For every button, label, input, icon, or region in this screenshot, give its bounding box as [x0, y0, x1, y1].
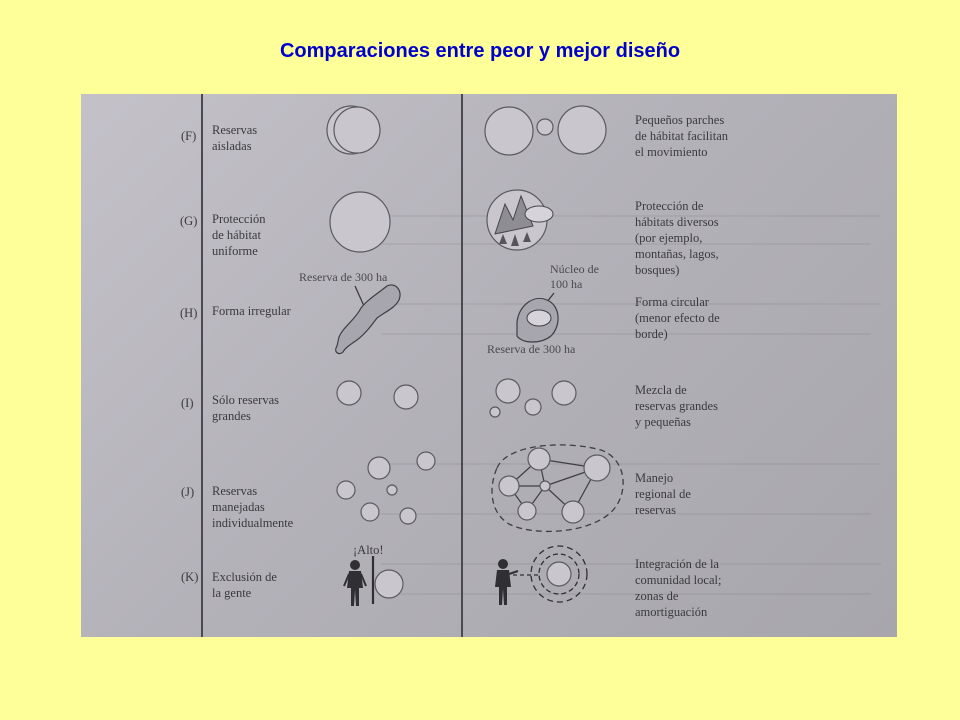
- row-letter-G: (G): [180, 214, 198, 228]
- better-label-G-1: Protección de: [635, 199, 704, 213]
- show-through-text: [381, 216, 881, 594]
- worse-label-G-2: de hábitat: [212, 228, 261, 242]
- uniform-habitat-reserve: [330, 192, 390, 252]
- large-reserve-1: [337, 381, 361, 405]
- row-letter-K: (K): [181, 570, 199, 584]
- better-label-F-1: Pequeños parches: [635, 113, 725, 127]
- reserve-design-diagram: [81, 94, 897, 637]
- better-label-K-2: comunidad local;: [635, 573, 722, 587]
- worse-label-K-1: Exclusión de: [212, 570, 277, 584]
- better-label-J-1: Manejo: [635, 471, 674, 485]
- lake-shape: [525, 206, 553, 222]
- habitat-patch-right: [558, 106, 606, 154]
- better-label-I-3: y pequeñas: [635, 415, 691, 429]
- slide-title: Comparaciones entre peor y mejor diseño: [279, 40, 681, 62]
- better-label-G-2: hábitats diversos: [635, 215, 719, 229]
- worse-label-H-1: Forma irregular: [212, 304, 291, 318]
- worse-label-I-1: Sólo reservas: [212, 393, 279, 407]
- integrated-core-reserve: [547, 562, 571, 586]
- worse-label-I-2: grandes: [212, 409, 251, 423]
- better-label-F-2: de hábitat facilitan: [635, 129, 729, 143]
- mixed-large-reserve-1: [496, 379, 520, 403]
- better-label-K-1: Integración de la: [635, 557, 719, 571]
- worse-label-K-2: la gente: [212, 586, 252, 600]
- better-label-G-5: bosques): [635, 263, 680, 277]
- worse-label-F-2: aisladas: [212, 139, 252, 153]
- core-label-2: 100 ha: [550, 277, 583, 291]
- person-integrated-icon: [495, 559, 518, 605]
- large-reserve-2: [394, 385, 418, 409]
- mixed-large-reserve-2: [552, 381, 576, 405]
- better-label-G-4: montañas, lagos,: [635, 247, 719, 261]
- row-letter-H: (H): [180, 306, 198, 320]
- worse-label-J-3: individualmente: [212, 516, 294, 530]
- mixed-small-reserve-1: [525, 399, 541, 415]
- better-label-F-3: el movimiento: [635, 145, 708, 159]
- better-label-J-3: reservas: [635, 503, 676, 517]
- row-letter-J: (J): [181, 485, 195, 499]
- irregular-reserve-pointer: [355, 286, 364, 306]
- worse-label-J-2: manejadas: [212, 500, 265, 514]
- irregular-reserve-label: Reserva de 300 ha: [299, 270, 388, 284]
- irregular-reserve-shape: [336, 285, 400, 354]
- better-label-G-3: (por ejemplo,: [635, 231, 703, 245]
- better-label-H-3: borde): [635, 327, 668, 341]
- worse-label-G-1: Protección: [212, 212, 266, 226]
- circular-reserve-label: Reserva de 300 ha: [487, 342, 576, 356]
- isolated-reserve-right: [334, 107, 380, 153]
- diverse-habitats-reserve: [487, 190, 553, 250]
- habitat-patch-left: [485, 107, 533, 155]
- worse-label-F-1: Reservas: [212, 123, 258, 137]
- core-area-shape: [527, 310, 551, 326]
- stop-label: ¡Alto!: [353, 543, 384, 557]
- better-label-K-3: zonas de: [635, 589, 679, 603]
- habitat-stepping-stone: [537, 119, 553, 135]
- row-letter-I: (I): [181, 396, 194, 410]
- worse-label-J-1: Reservas: [212, 484, 258, 498]
- row-letter-F: (F): [181, 129, 197, 143]
- person-excluded-icon: [344, 560, 366, 606]
- better-label-I-2: reservas grandes: [635, 399, 718, 413]
- excluded-reserve: [375, 570, 403, 598]
- book-page-photo: [81, 94, 897, 637]
- regional-reserve-network: [492, 445, 623, 532]
- better-label-H-1: Forma circular: [635, 295, 709, 309]
- better-label-J-2: regional de: [635, 487, 691, 501]
- mixed-small-reserve-2: [490, 407, 500, 417]
- worse-label-G-3: uniforme: [212, 244, 258, 258]
- better-label-I-1: Mezcla de: [635, 383, 687, 397]
- better-label-H-2: (menor efecto de: [635, 311, 720, 325]
- core-label-1: Núcleo de: [550, 262, 599, 276]
- better-label-K-4: amortiguación: [635, 605, 708, 619]
